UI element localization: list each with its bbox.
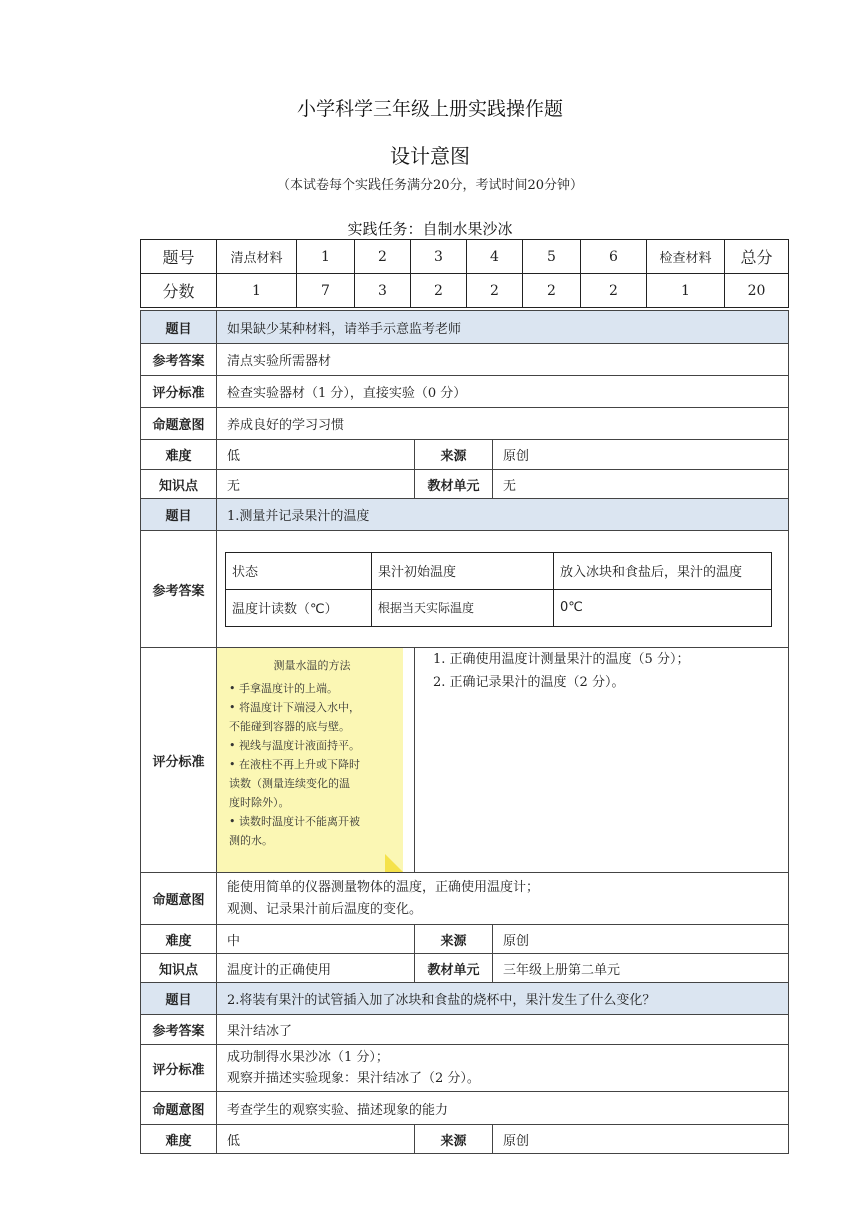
table-row bbox=[141, 954, 789, 983]
source-value: 原创 bbox=[493, 1125, 789, 1154]
score-header-cell: 总分 bbox=[725, 240, 789, 274]
unit-label: 教材单元 bbox=[415, 954, 493, 983]
score-value-cell: 2 bbox=[523, 274, 581, 308]
knowledge-label: 知识点 bbox=[141, 954, 217, 983]
answer-table-cell: 状态 bbox=[226, 552, 372, 589]
table-row bbox=[141, 1125, 789, 1154]
note-line: • 视线与温度计液面持平。 bbox=[229, 739, 360, 752]
question-label: 题目 bbox=[141, 499, 217, 531]
table-row bbox=[141, 1092, 789, 1125]
criteria-item: 观察并描述实验现象：果汁结冰了（2 分）。 bbox=[227, 1071, 480, 1086]
note-title: 测量水温的方法 bbox=[273, 659, 351, 672]
task-detail-table bbox=[140, 310, 789, 1154]
knowledge-value: 无 bbox=[217, 470, 415, 499]
unit-value: 无 bbox=[493, 470, 789, 499]
score-value-cell: 1 bbox=[647, 274, 725, 308]
table-row bbox=[141, 344, 789, 376]
question-label: 题目 bbox=[141, 311, 217, 344]
section-heading: 设计意图 bbox=[390, 144, 470, 168]
answer-text: 果汁结冰了 bbox=[217, 1015, 789, 1045]
unit-label: 教材单元 bbox=[415, 470, 493, 499]
question-text: 2.将装有果汁的试管插入加了冰块和食盐的烧杯中，果汁发生了什么变化？ bbox=[217, 983, 789, 1015]
intent-text: 考查学生的观察实验、描述现象的能力 bbox=[217, 1092, 789, 1125]
score-value-cell: 3 bbox=[355, 274, 411, 308]
criteria-item: 1. 正确使用温度计测量果汁的温度（5 分）； bbox=[433, 652, 690, 667]
table-row bbox=[141, 873, 789, 925]
intent-line: 能使用简单的仪器测量物体的温度，正确使用温度计； bbox=[227, 879, 540, 895]
score-value-cell: 7 bbox=[297, 274, 355, 308]
note-line: 不能碰到容器的底与壁。 bbox=[229, 720, 350, 733]
score-header-cell: 1 bbox=[297, 240, 355, 274]
table-row bbox=[141, 440, 789, 470]
answer-table-cell: 果汁初始温度 bbox=[372, 552, 554, 589]
page-fold-icon bbox=[385, 854, 403, 872]
score-value-cell: 2 bbox=[411, 274, 467, 308]
note-line: • 将温度计下端浸入水中， bbox=[229, 701, 360, 714]
difficulty-label: 难度 bbox=[141, 925, 217, 954]
table-row bbox=[141, 925, 789, 954]
difficulty-value: 中 bbox=[217, 925, 415, 954]
note-cell bbox=[217, 648, 415, 873]
criteria-label: 评分标准 bbox=[141, 376, 217, 408]
difficulty-label: 难度 bbox=[141, 1125, 217, 1154]
score-value-cell: 2 bbox=[581, 274, 647, 308]
answer-table-cell: 0℃ bbox=[554, 589, 772, 626]
table-row bbox=[141, 311, 789, 344]
criteria-text: 检查实验器材（1 分），直接实验（0 分） bbox=[217, 376, 789, 408]
thermometer-method-note bbox=[217, 648, 403, 872]
table-row bbox=[141, 648, 789, 873]
score-header-cell: 检查材料 bbox=[647, 240, 725, 274]
criteria-item: 2. 正确记录果汁的温度（2 分）。 bbox=[433, 675, 625, 690]
difficulty-label: 难度 bbox=[141, 440, 217, 470]
note-line: 测的水。 bbox=[229, 834, 273, 847]
score-header-cell: 清点材料 bbox=[217, 240, 297, 274]
note-line: 读数（测量连续变化的温 bbox=[229, 777, 350, 790]
score-value-row bbox=[141, 274, 789, 308]
intent-label: 命题意图 bbox=[141, 873, 217, 925]
answer-table-cell: 放入冰块和食盐后，果汁的温度 bbox=[554, 552, 772, 589]
question-label: 题目 bbox=[141, 983, 217, 1015]
criteria-label: 评分标准 bbox=[141, 1045, 217, 1092]
answer-label: 参考答案 bbox=[141, 1015, 217, 1045]
note-line: • 读数时温度计不能离开被 bbox=[229, 815, 360, 828]
task-title: 实践任务：自制水果沙冰 bbox=[347, 220, 513, 238]
intent-cell bbox=[217, 873, 789, 925]
criteria-list bbox=[415, 648, 789, 873]
source-label: 来源 bbox=[415, 1125, 493, 1154]
criteria-item: 成功制得水果沙冰（1 分）； bbox=[227, 1050, 389, 1065]
table-row bbox=[141, 531, 789, 648]
intent-line: 观测、记录果汁前后温度的变化。 bbox=[227, 901, 423, 917]
answer-cell bbox=[217, 531, 789, 648]
intent-label: 命题意图 bbox=[141, 1092, 217, 1125]
score-header-cell: 3 bbox=[411, 240, 467, 274]
source-label: 来源 bbox=[415, 925, 493, 954]
score-value-cell: 2 bbox=[467, 274, 523, 308]
score-header-cell: 题号 bbox=[141, 240, 217, 274]
score-header-cell: 4 bbox=[467, 240, 523, 274]
answer-temperature-table bbox=[225, 552, 772, 627]
score-value-cell: 1 bbox=[217, 274, 297, 308]
unit-value: 三年级上册第二单元 bbox=[493, 954, 789, 983]
table-row bbox=[141, 983, 789, 1015]
question-text: 如果缺少某种材料，请举手示意监考老师 bbox=[217, 311, 789, 344]
score-table bbox=[140, 239, 789, 308]
question-text: 1.测量并记录果汁的温度 bbox=[217, 499, 789, 531]
document-title: 小学科学三年级上册实践操作题 bbox=[296, 98, 563, 120]
table-row bbox=[141, 1045, 789, 1092]
intent-text: 养成良好的学习习惯 bbox=[217, 408, 789, 440]
source-value: 原创 bbox=[493, 440, 789, 470]
knowledge-label: 知识点 bbox=[141, 470, 217, 499]
score-header-row bbox=[141, 240, 789, 274]
knowledge-value: 温度计的正确使用 bbox=[217, 954, 415, 983]
criteria-cell bbox=[217, 1045, 789, 1092]
table-row bbox=[141, 408, 789, 440]
score-header-cell: 6 bbox=[581, 240, 647, 274]
answer-label: 参考答案 bbox=[141, 531, 217, 648]
table-row bbox=[141, 376, 789, 408]
table-row bbox=[141, 470, 789, 499]
source-label: 来源 bbox=[415, 440, 493, 470]
difficulty-value: 低 bbox=[217, 440, 415, 470]
answer-label: 参考答案 bbox=[141, 344, 217, 376]
answer-table-cell: 温度计读数（℃） bbox=[226, 589, 372, 626]
table-row bbox=[141, 1015, 789, 1045]
score-header-cell: 2 bbox=[355, 240, 411, 274]
note-line: • 在液柱不再上升或下降时 bbox=[229, 758, 360, 771]
intent-label: 命题意图 bbox=[141, 408, 217, 440]
exam-note: （本试卷每个实践任务满分20分，考试时间20分钟） bbox=[276, 178, 584, 193]
table-row bbox=[141, 499, 789, 531]
answer-table-cell: 根据当天实际温度 bbox=[372, 589, 554, 626]
score-header-cell: 5 bbox=[523, 240, 581, 274]
note-line: • 手拿温度计的上端。 bbox=[229, 682, 338, 695]
source-value: 原创 bbox=[493, 925, 789, 954]
answer-text: 清点实验所需器材 bbox=[217, 344, 789, 376]
score-value-cell: 20 bbox=[725, 274, 789, 308]
score-value-cell: 分数 bbox=[141, 274, 217, 308]
note-line: 度时除外）。 bbox=[229, 796, 290, 809]
difficulty-value: 低 bbox=[217, 1125, 415, 1154]
criteria-label: 评分标准 bbox=[141, 648, 217, 873]
